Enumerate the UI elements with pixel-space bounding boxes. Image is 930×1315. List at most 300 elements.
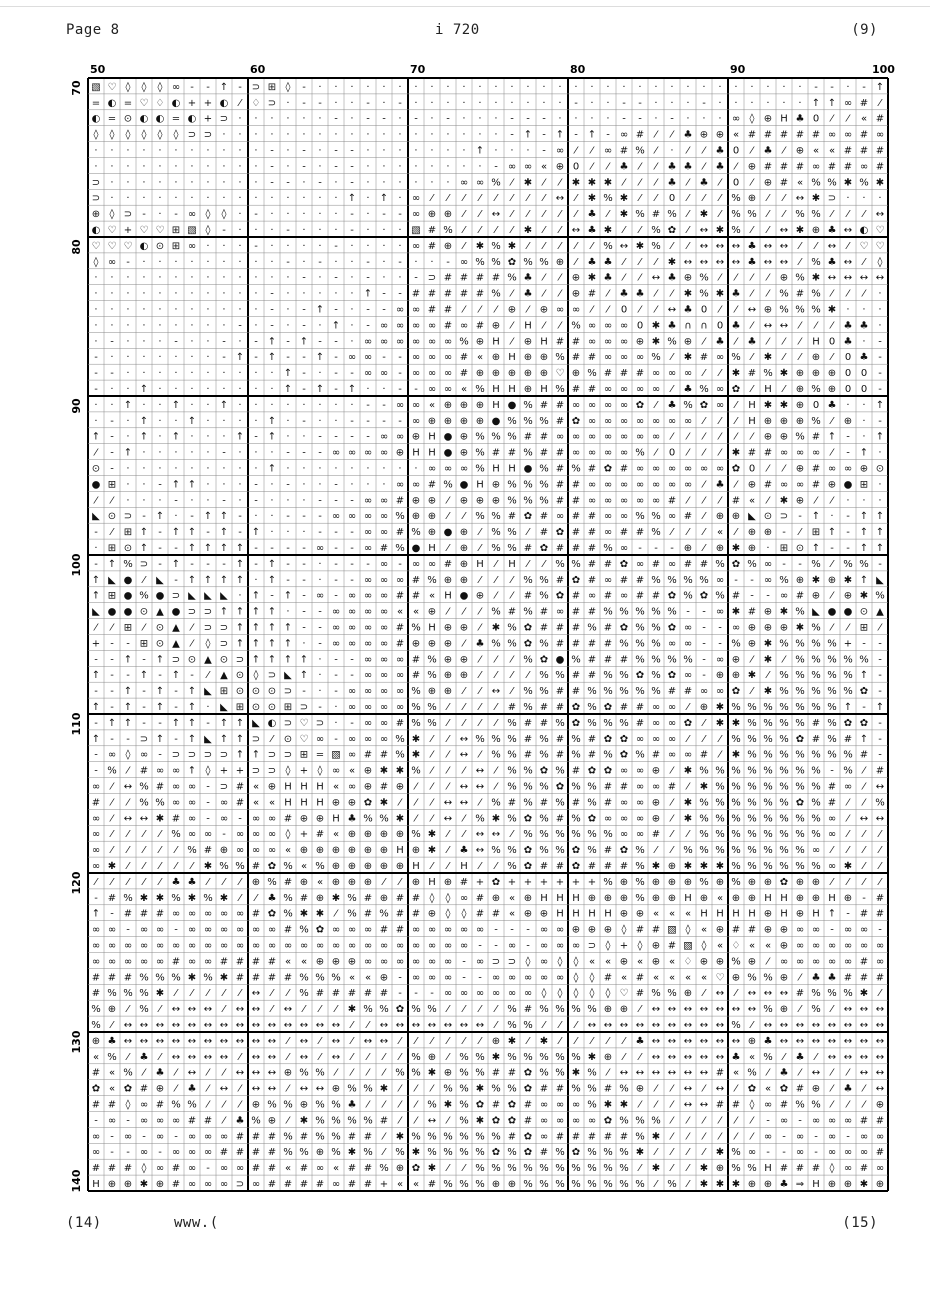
grid-cell-symbol: ◊	[205, 765, 211, 777]
grid-cell-symbol: ⁄	[735, 988, 737, 1000]
grid-cell-symbol: «	[796, 177, 804, 189]
grid-cell-symbol: ⊕	[427, 495, 437, 507]
grid-cell-symbol: -	[846, 511, 850, 523]
grid-cell-symbol: #	[251, 1131, 261, 1143]
grid-cell-symbol: ✿	[475, 1099, 485, 1111]
grid-cell-symbol: ↔	[459, 733, 469, 745]
grid-cell-symbol: ▲	[220, 670, 228, 682]
grid-cell-symbol: ·	[718, 81, 722, 93]
grid-cell-symbol: ·	[190, 447, 194, 459]
grid-cell-symbol: %	[747, 749, 757, 761]
grid-cell-symbol: ∞	[315, 590, 325, 602]
grid-cell-symbol: %	[539, 749, 549, 761]
grid-cell-symbol: %	[619, 638, 629, 650]
grid-cell-symbol: ♣	[475, 638, 485, 650]
grid-cell-symbol: ⁄	[703, 431, 705, 443]
grid-cell-symbol: ·	[94, 161, 98, 173]
grid-cell-symbol: ✱	[763, 654, 773, 666]
grid-cell-symbol: ∞	[539, 1115, 549, 1127]
grid-cell-symbol: %	[619, 1179, 629, 1191]
grid-cell-symbol: ✱	[635, 1147, 645, 1159]
grid-cell-symbol: ∞	[155, 1163, 165, 1175]
grid-cell-symbol: ⊕	[507, 1179, 517, 1191]
grid-cell-symbol: ↑	[251, 638, 261, 650]
grid-cell-symbol: %	[715, 781, 725, 793]
grid-cell-symbol: ↔	[219, 1020, 229, 1032]
grid-cell-symbol: ⊃	[235, 1179, 245, 1191]
grid-cell-symbol: %	[843, 670, 853, 682]
grid-cell-symbol: -	[398, 209, 402, 221]
grid-cell-symbol: ⁄	[719, 272, 721, 284]
grid-cell-symbol: %	[363, 813, 373, 825]
grid-cell-symbol: ⊙	[155, 240, 165, 252]
grid-cell-symbol: ⊕	[667, 861, 677, 873]
grid-cell-symbol: %	[619, 686, 629, 698]
grid-cell-symbol: ·	[238, 272, 242, 284]
grid-cell-symbol: #	[795, 988, 805, 1000]
grid-cell-symbol: «	[732, 129, 740, 141]
grid-cell-symbol: #	[651, 829, 661, 841]
grid-cell-symbol: ⊕	[123, 1179, 133, 1191]
grid-cell-symbol: ∞	[347, 940, 357, 952]
grid-cell-symbol: ⁄	[735, 479, 737, 491]
grid-cell-symbol: ⁄	[207, 670, 209, 682]
grid-cell-symbol: #	[427, 1179, 437, 1191]
grid-cell-symbol: ∞	[827, 940, 837, 952]
grid-cell-symbol: -	[302, 368, 306, 380]
grid-cell-symbol: ⊕	[315, 956, 325, 968]
grid-cell-symbol: #	[619, 368, 629, 380]
grid-cell-symbol: -	[286, 352, 290, 364]
grid-cell-symbol: %	[523, 574, 533, 586]
grid-cell-symbol: ⁄	[783, 352, 785, 364]
grid-cell-symbol: %	[539, 1067, 549, 1079]
grid-cell-symbol: %	[747, 797, 757, 809]
grid-cell-symbol: ⊙	[235, 670, 245, 682]
grid-cell-symbol: ∞	[187, 829, 197, 841]
grid-cell-symbol: ↔	[491, 829, 501, 841]
grid-cell-symbol: ∞	[811, 956, 821, 968]
grid-cell-symbol: -	[302, 686, 306, 698]
grid-cell-symbol: ·	[398, 129, 402, 141]
grid-cell-symbol: -	[702, 97, 706, 109]
grid-cell-symbol: ✱	[219, 972, 229, 984]
grid-cell-symbol: %	[811, 558, 821, 570]
grid-cell-symbol: ◊	[557, 956, 563, 968]
grid-cell-symbol: %	[507, 781, 517, 793]
grid-cell-symbol: %	[475, 256, 485, 268]
grid-cell-symbol: ⁄	[239, 988, 241, 1000]
grid-cell-symbol: ⊕	[427, 686, 437, 698]
grid-cell-symbol: ⁄	[831, 352, 833, 364]
grid-cell-symbol: %	[107, 765, 117, 777]
grid-cell-symbol: ∞	[667, 463, 677, 475]
grid-cell-symbol: ·	[286, 606, 290, 618]
grid-cell-symbol: ⁄	[559, 1020, 561, 1032]
grid-cell-symbol: ⁄	[879, 622, 881, 634]
grid-cell-symbol: «	[668, 908, 676, 920]
grid-cell-symbol: ⁄	[191, 861, 193, 873]
grid-cell-symbol: ⁄	[735, 527, 737, 539]
grid-cell-symbol: %	[811, 1004, 821, 1016]
grid-cell-symbol: ·	[350, 336, 354, 348]
grid-cell-symbol: #	[555, 574, 565, 586]
grid-cell-symbol: #	[587, 606, 597, 618]
col-label: 70	[410, 63, 426, 76]
grid-cell-symbol: ↑	[235, 558, 245, 570]
grid-cell-symbol: #	[107, 972, 117, 984]
grid-cell-symbol: #	[587, 638, 597, 650]
grid-cell-symbol: ⁄	[127, 1004, 129, 1016]
grid-cell-symbol: %	[587, 368, 597, 380]
grid-cell-symbol: %	[155, 972, 165, 984]
grid-cell-symbol: ⁄	[399, 1083, 401, 1095]
grid-cell-symbol: ·	[590, 113, 594, 125]
grid-cell-symbol: ⁄	[95, 876, 97, 888]
grid-cell-symbol: H	[492, 384, 500, 396]
grid-cell-symbol: -	[190, 81, 194, 93]
grid-cell-symbol: ⊕	[427, 1051, 437, 1063]
grid-cell-symbol: ⁄	[751, 225, 753, 237]
grid-cell-symbol: ♣	[635, 1035, 645, 1047]
grid-cell-symbol: %	[539, 829, 549, 841]
grid-cell-symbol: -	[782, 1131, 786, 1143]
grid-cell-symbol: «	[476, 352, 484, 364]
grid-cell-symbol: ♡	[715, 972, 725, 984]
grid-cell-symbol: ✱	[379, 765, 389, 777]
grid-cell-symbol: -	[286, 447, 290, 459]
grid-cell-symbol: ⊃	[219, 622, 229, 634]
grid-cell-symbol: -	[110, 670, 114, 682]
grid-cell-symbol: ↑	[187, 527, 197, 539]
grid-cell-symbol: ∞	[459, 177, 469, 189]
grid-cell-symbol: ∞	[763, 558, 773, 570]
grid-cell-symbol: ↔	[683, 1067, 693, 1079]
grid-cell-symbol: %	[699, 574, 709, 586]
grid-cell-symbol: ⁄	[783, 384, 785, 396]
grid-cell-symbol: -	[542, 145, 546, 157]
grid-cell-symbol: ⁄	[735, 304, 737, 316]
grid-cell-symbol: ↔	[731, 1004, 741, 1016]
grid-cell-symbol: ∞	[619, 431, 629, 443]
grid-cell-symbol: ✱	[651, 861, 661, 873]
grid-cell-symbol: ✱	[683, 797, 693, 809]
grid-cell-symbol: ∞	[619, 590, 629, 602]
grid-cell-symbol: ·	[238, 590, 242, 602]
grid-cell-symbol: ↑	[123, 447, 133, 459]
grid-cell-symbol: ↑	[267, 654, 277, 666]
top-rule	[0, 6, 930, 7]
grid-cell-symbol: %	[667, 654, 677, 666]
page-ref: (9)	[851, 22, 878, 38]
grid-cell-symbol: H	[588, 908, 596, 920]
grid-cell-symbol: -	[142, 654, 146, 666]
grid-cell-symbol: ⊕	[443, 686, 453, 698]
grid-cell-symbol: ·	[222, 177, 226, 189]
grid-cell-symbol: ⁄	[479, 1004, 481, 1016]
grid-cell-symbol: ·	[334, 209, 338, 221]
grid-cell-symbol: #	[635, 368, 645, 380]
grid-cell-symbol: ·	[366, 129, 370, 141]
grid-cell-symbol: ↔	[635, 1067, 645, 1079]
grid-cell-symbol: ↔	[267, 1035, 277, 1047]
grid-cell-symbol: ◊	[317, 765, 323, 777]
grid-cell-symbol: «	[300, 956, 308, 968]
grid-cell-symbol: -	[622, 113, 626, 125]
grid-cell-symbol: ∞	[251, 940, 261, 952]
grid-cell-symbol: %	[827, 702, 837, 714]
grid-cell-symbol: H	[492, 399, 500, 411]
grid-cell-symbol: ·	[190, 463, 194, 475]
grid-cell-symbol: -	[254, 240, 258, 252]
grid-cell-symbol: ▧	[331, 749, 341, 761]
grid-cell-symbol: ⁄	[511, 829, 513, 841]
grid-cell-symbol: ↑	[875, 81, 885, 93]
grid-cell-symbol: ⁄	[799, 240, 801, 252]
grid-cell-symbol: %	[507, 861, 517, 873]
grid-cell-symbol: 0	[620, 304, 628, 316]
grid-cell-symbol: %	[795, 431, 805, 443]
grid-cell-symbol: %	[427, 1131, 437, 1143]
grid-cell-symbol: 0	[732, 177, 740, 189]
grid-cell-symbol: ⊕	[299, 1099, 309, 1111]
grid-cell-symbol: ✱	[427, 829, 437, 841]
grid-cell-symbol: %	[491, 638, 501, 650]
grid-cell-symbol: ↑	[91, 908, 101, 920]
grid-cell-symbol: #	[763, 447, 773, 459]
grid-cell-symbol: ⁄	[847, 622, 849, 634]
grid-cell-symbol: -	[334, 558, 338, 570]
grid-cell-symbol: ⁄	[655, 288, 657, 300]
grid-cell-symbol: ∞	[251, 845, 261, 857]
grid-cell-symbol: -	[302, 622, 306, 634]
grid-cell-symbol: ·	[862, 431, 866, 443]
grid-cell-symbol: ·	[366, 145, 370, 157]
grid-cell-symbol: ♣	[859, 352, 869, 364]
grid-cell-symbol: H	[556, 908, 564, 920]
grid-cell-symbol: ✱	[219, 892, 229, 904]
grid-cell-symbol: ⊕	[411, 431, 421, 443]
grid-cell-symbol: ↑	[107, 558, 117, 570]
grid-cell-symbol: #	[747, 924, 757, 936]
grid-cell-symbol: %	[619, 1163, 629, 1175]
grid-cell-symbol: ·	[174, 161, 178, 173]
grid-cell-symbol: ↔	[379, 1035, 389, 1047]
grid-cell-symbol: ⁄	[463, 193, 465, 205]
grid-cell-symbol: ·	[878, 304, 882, 316]
grid-cell-symbol: ·	[382, 161, 386, 173]
grid-cell-symbol: ⊕	[779, 972, 789, 984]
grid-cell-symbol: ·	[350, 256, 354, 268]
grid-cell-symbol: %	[491, 749, 501, 761]
grid-cell-symbol: ∞	[379, 654, 389, 666]
grid-cell-symbol: ↑	[203, 543, 213, 555]
grid-cell-symbol: 0	[716, 320, 724, 332]
grid-cell-symbol: ⊃	[187, 606, 197, 618]
grid-cell-symbol: ⁄	[495, 654, 497, 666]
grid-cell-symbol: ⊕	[763, 622, 773, 634]
grid-cell-symbol: H	[412, 447, 420, 459]
grid-cell-symbol: ⊕	[779, 415, 789, 427]
grid-cell-symbol: ∞	[315, 543, 325, 555]
grid-cell-symbol: ⁄	[623, 256, 625, 268]
grid-cell-symbol: ∞	[107, 956, 117, 968]
grid-cell-symbol: ↔	[251, 988, 261, 1000]
grid-cell-symbol: ∞	[187, 908, 197, 920]
grid-cell-symbol: ⊕	[475, 336, 485, 348]
grid-cell-symbol: H	[428, 622, 436, 634]
grid-cell-symbol: ↑	[299, 654, 309, 666]
grid-cell-symbol: %	[699, 765, 709, 777]
grid-cell-symbol: %	[811, 797, 821, 809]
grid-cell-symbol: ⊕	[747, 479, 757, 491]
grid-cell-symbol: %	[731, 876, 741, 888]
grid-cell-symbol: %	[587, 1179, 597, 1191]
grid-cell-symbol: #	[747, 447, 757, 459]
grid-cell-symbol: %	[683, 845, 693, 857]
grid-cell-symbol: %	[635, 1179, 645, 1191]
grid-cell-symbol: ↑	[187, 702, 197, 714]
grid-cell-symbol: ↑	[235, 622, 245, 634]
grid-cell-symbol: ⊕	[683, 336, 693, 348]
grid-cell-symbol: %	[427, 1004, 437, 1016]
grid-cell-symbol: ⁄	[527, 1035, 529, 1047]
grid-cell-symbol: ·	[94, 145, 98, 157]
grid-cell-symbol: ♣	[811, 972, 821, 984]
grid-cell-symbol: -	[366, 256, 370, 268]
grid-cell-symbol: ∞	[91, 861, 101, 873]
grid-cell-symbol: ⊕	[427, 638, 437, 650]
grid-cell-symbol: %	[587, 797, 597, 809]
grid-cell-symbol: ✿	[571, 574, 581, 586]
grid-cell-symbol: ·	[126, 463, 130, 475]
grid-cell-symbol: ⁄	[495, 861, 497, 873]
grid-cell-symbol: ⁄	[447, 861, 449, 873]
grid-cell-symbol: ⁄	[239, 97, 241, 109]
grid-cell-symbol: ·	[334, 225, 338, 237]
grid-cell-symbol: ∞	[603, 431, 613, 443]
row-label: 120	[70, 871, 83, 895]
grid-cell-symbol: 0	[636, 320, 644, 332]
grid-cell-symbol: ⁄	[735, 272, 737, 284]
grid-cell-symbol: ∞	[475, 177, 485, 189]
grid-cell-symbol: ·	[286, 320, 290, 332]
grid-cell-symbol: #	[107, 1099, 117, 1111]
grid-cell-symbol: %	[123, 892, 133, 904]
grid-cell-symbol: ·	[158, 431, 162, 443]
grid-cell-symbol: ⊕	[347, 861, 357, 873]
grid-cell-symbol: ⊕	[395, 861, 405, 873]
grid-cell-symbol: ∞	[635, 765, 645, 777]
grid-cell-symbol: #	[683, 511, 693, 523]
grid-cell-symbol: H	[332, 813, 340, 825]
grid-cell-symbol: ♡	[139, 225, 149, 237]
grid-cell-symbol: %	[363, 1115, 373, 1127]
grid-cell-symbol: #	[827, 781, 837, 793]
grid-cell-symbol: ◣	[108, 574, 116, 586]
grid-cell-symbol: #	[571, 543, 581, 555]
grid-cell-symbol: %	[347, 892, 357, 904]
grid-cell-symbol: ✱	[827, 304, 837, 316]
grid-cell-symbol: ·	[238, 384, 242, 396]
grid-cell-symbol: ⊕	[459, 399, 469, 411]
grid-cell-symbol: ⊕	[747, 956, 757, 968]
grid-cell-symbol: %	[747, 972, 757, 984]
grid-cell-symbol: ∞	[875, 940, 885, 952]
grid-cell-symbol: «	[652, 972, 660, 984]
grid-cell-symbol: ✱	[859, 1179, 869, 1191]
grid-cell-symbol: ⁄	[511, 320, 513, 332]
grid-cell-symbol: %	[475, 1179, 485, 1191]
grid-cell-symbol: -	[878, 717, 882, 729]
grid-cell-symbol: ♣	[235, 1115, 245, 1127]
grid-cell-symbol: %	[715, 845, 725, 857]
grid-cell-symbol: ⊙	[235, 686, 245, 698]
grid-cell-symbol: ∞	[715, 463, 725, 475]
grid-cell-symbol: ✱	[379, 1083, 389, 1095]
grid-cell-symbol: %	[843, 686, 853, 698]
grid-cell-symbol: -	[318, 431, 322, 443]
grid-cell-symbol: %	[331, 972, 341, 984]
grid-cell-symbol: ↔	[203, 1004, 213, 1016]
grid-cell-symbol: %	[747, 765, 757, 777]
grid-cell-symbol: %	[411, 1067, 421, 1079]
grid-cell-symbol: %	[603, 670, 613, 682]
grid-cell-symbol: ∞	[379, 956, 389, 968]
grid-cell-symbol: ⊕	[747, 527, 757, 539]
grid-cell-symbol: -	[158, 558, 162, 570]
grid-cell-symbol: ⁄	[111, 1020, 113, 1032]
grid-cell-symbol: #	[875, 113, 885, 125]
grid-cell-symbol: -	[366, 415, 370, 427]
grid-cell-symbol: %	[587, 717, 597, 729]
grid-cell-symbol: ⊕	[219, 845, 229, 857]
grid-cell-symbol: H	[316, 797, 324, 809]
grid-cell-symbol: %	[763, 829, 773, 841]
grid-cell-symbol: %	[523, 479, 533, 491]
grid-cell-symbol: ⁄	[559, 240, 561, 252]
grid-cell-symbol: ·	[366, 384, 370, 396]
grid-cell-symbol: -	[350, 225, 354, 237]
grid-cell-symbol: ◊	[589, 988, 595, 1000]
grid-cell-symbol: ⊕	[491, 368, 501, 380]
grid-cell-symbol: ∞	[219, 813, 229, 825]
grid-cell-symbol: %	[539, 1179, 549, 1191]
grid-cell-symbol: ♣	[139, 1051, 149, 1063]
grid-cell-symbol: #	[715, 1067, 725, 1079]
grid-cell-symbol: ·	[318, 240, 322, 252]
grid-cell-symbol: ⁄	[687, 193, 689, 205]
grid-cell-symbol: ↔	[555, 193, 565, 205]
grid-cell-symbol: #	[731, 495, 741, 507]
grid-cell-symbol: «	[588, 956, 596, 968]
grid-cell-symbol: ◣	[252, 717, 260, 729]
grid-cell-symbol: ·	[94, 320, 98, 332]
grid-cell-symbol: ◊	[621, 924, 627, 936]
grid-cell-symbol: ·	[190, 495, 194, 507]
grid-cell-symbol: ✱	[475, 1083, 485, 1095]
grid-cell-symbol: #	[619, 463, 629, 475]
grid-cell-symbol: -	[350, 543, 354, 555]
grid-cell-symbol: H	[428, 543, 436, 555]
grid-cell-symbol: «	[364, 972, 372, 984]
grid-cell-symbol: #	[587, 749, 597, 761]
grid-cell-symbol: #	[523, 717, 533, 729]
grid-cell-symbol: ⊕	[459, 543, 469, 555]
grid-cell-symbol: ∞	[603, 399, 613, 411]
grid-cell-symbol: #	[587, 1131, 597, 1143]
grid-cell-symbol: #	[571, 686, 581, 698]
